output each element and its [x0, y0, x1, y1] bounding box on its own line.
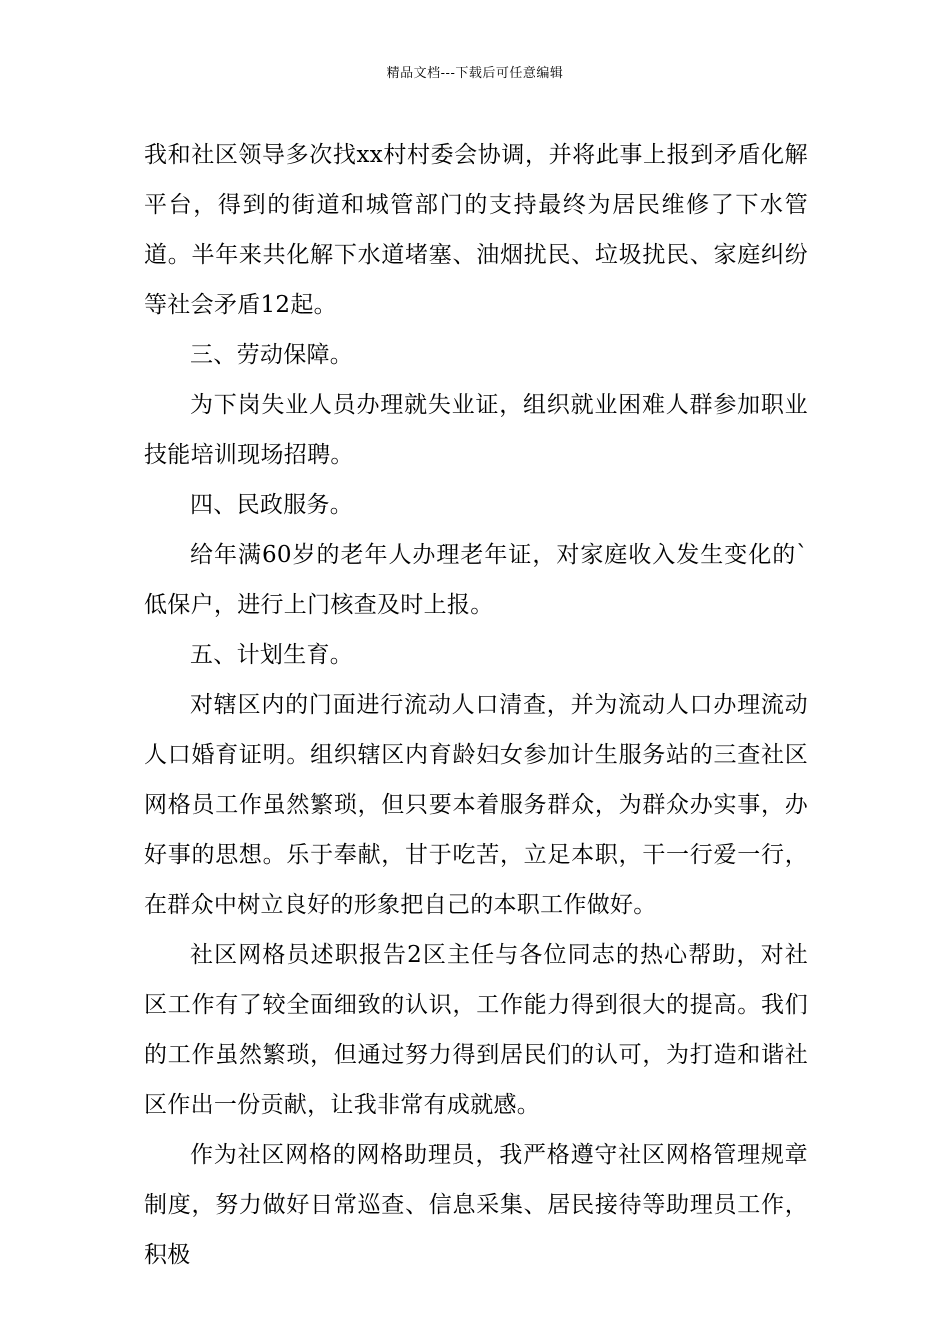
page-header: 精品文档---下载后可任意编辑 — [386, 66, 564, 81]
paragraph: 作为社区网格的网格助理员，我严格遵守社区网格管理规章制度，努力做好日常巡查、信息采集、居民接待等助理员工作，积极 — [144, 1142, 808, 1268]
paragraph: 为下岗失业人员办理就失业证，组织就业困难人群参加职业技能培训现场招聘。 — [144, 392, 808, 468]
section-heading: 五、计划生育。 — [190, 642, 354, 668]
paragraph: 对辖区内的门面进行流动人口清查，并为流动人口办理流动人口婚育证明。组织辖区内育龄妇女参加计生服务站的三查社区网格员工作虽然繁琐，但只要本着服务群众，为群众办实事，办好事的思想。乐于奉献，甘于吃苦，立足本职，干一行爱一行，在群众中树立良好的形象把自己的本职工作做好。 — [144, 692, 808, 918]
section-heading: 四、民政服务。 — [190, 492, 354, 518]
paragraph: 给年满60岁的老年人办理老年证，对家庭收入发生变化的`低保户，进行上门核查及时上报。 — [144, 542, 808, 618]
document-body — [144, 130, 808, 1280]
paragraph: 我和社区领导多次找xx村村委会协调，并将此事上报到矛盾化解平台，得到的街道和城管部门的支持最终为居民维修了下水管道。半年来共化解下水道堵塞、油烟扰民、垃圾扰民、家庭纠纷等社会矛盾12起。 — [144, 142, 808, 318]
section-heading: 三、劳动保障。 — [190, 342, 354, 368]
paragraph: 社区网格员述职报告2区主任与各位同志的热心帮助，对社区工作有了较全面细致的认识，工作能力得到很大的提高。我们的工作虽然繁琐，但通过努力得到居民们的认可，为打造和谐社区作出一份贡献，让我非常有成就感。 — [144, 942, 808, 1118]
